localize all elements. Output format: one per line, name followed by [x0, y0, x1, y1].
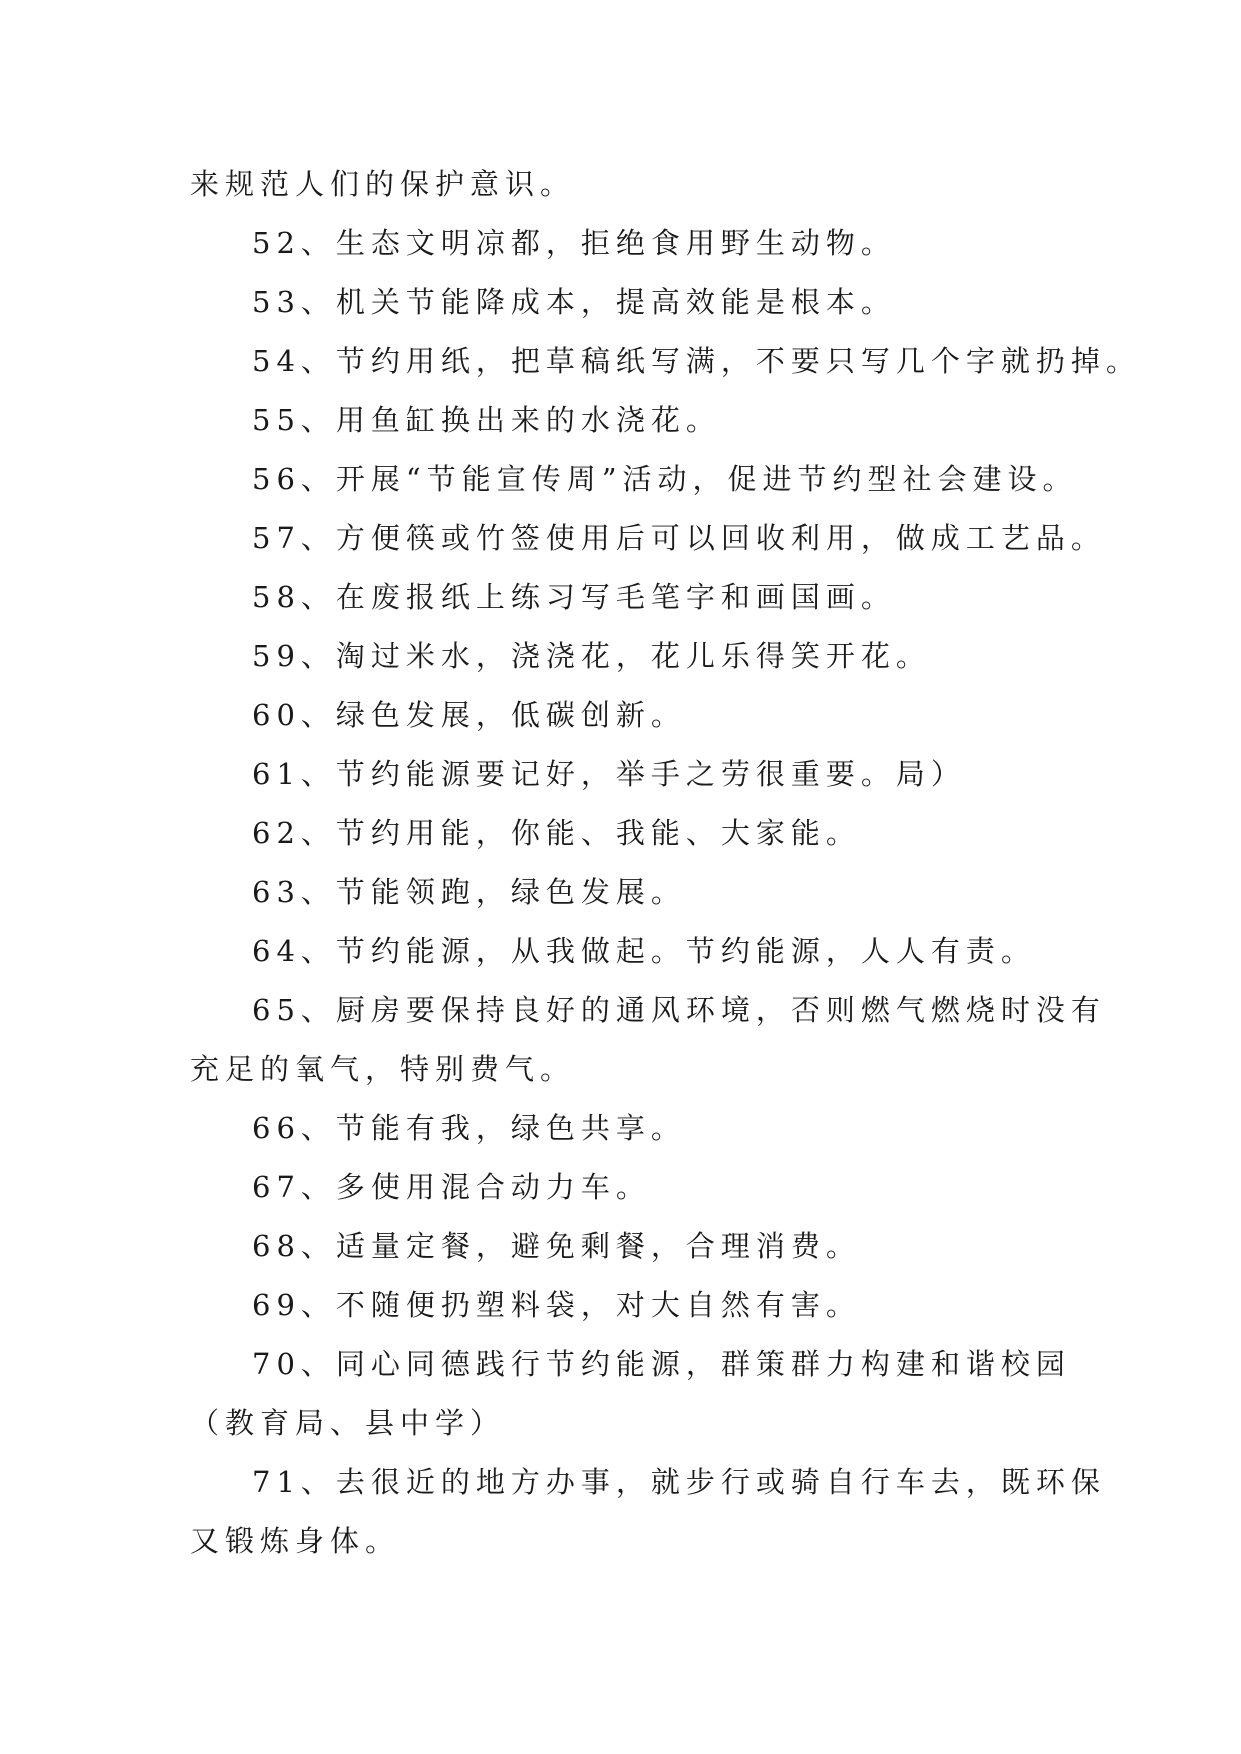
slogan-59: 59、淘过米水，浇浇花，花儿乐得笑开花。: [252, 639, 931, 673]
slogan-57: 57、方便筷或竹签使用后可以回收利用，做成工艺品。: [252, 521, 1106, 555]
slogan-65: 65、厨房要保持良好的通风环境，否则燃气燃烧时没有: [252, 993, 1106, 1027]
slogan-70: 70、同心同德践行节约能源，群策群力构建和谐校园: [252, 1347, 1071, 1381]
slogan-60: 60、绿色发展，低碳创新。: [252, 698, 686, 732]
slogan-52: 52、生态文明凉都，拒绝食用野生动物。: [252, 226, 896, 260]
slogan-70-continuation: （教育局、县中学）: [190, 1406, 506, 1440]
slogan-67: 67、多使用混合动力车。: [252, 1170, 651, 1204]
slogan-61: 61、节约能源要记好，举手之劳很重要。局）: [252, 757, 966, 791]
slogan-54: 54、节约用纸，把草稿纸写满，不要只写几个字就扔掉。: [252, 344, 1141, 378]
slogan-68: 68、适量定餐，避免剩餐，合理消费。: [252, 1229, 861, 1263]
slogan-56: 56、开展“节能宣传周”活动，促进节约型社会建设。: [252, 462, 1078, 496]
slogan-55: 55、用鱼缸换出来的水浇花。: [252, 403, 721, 437]
text-line-continuation: 来规范人们的保护意识。: [190, 167, 576, 201]
slogan-64: 64、节约能源，从我做起。节约能源，人人有责。: [252, 934, 1036, 968]
slogan-71: 71、去很近的地方办事，就步行或骑自行车去，既环保: [252, 1465, 1106, 1499]
slogan-66: 66、节能有我，绿色共享。: [252, 1111, 686, 1145]
document-body: [190, 155, 1141, 1571]
slogan-53: 53、机关节能降成本，提高效能是根本。: [252, 285, 896, 319]
slogan-69: 69、不随便扔塑料袋，对大自然有害。: [252, 1288, 861, 1322]
slogan-65-continuation: 充足的氧气，特别费气。: [190, 1052, 576, 1086]
slogan-58: 58、在废报纸上练习写毛笔字和画国画。: [252, 580, 896, 614]
slogan-62: 62、节约用能，你能、我能、大家能。: [252, 816, 861, 850]
slogan-63: 63、节能领跑，绿色发展。: [252, 875, 686, 909]
slogan-71-continuation: 又锻炼身体。: [190, 1524, 401, 1558]
